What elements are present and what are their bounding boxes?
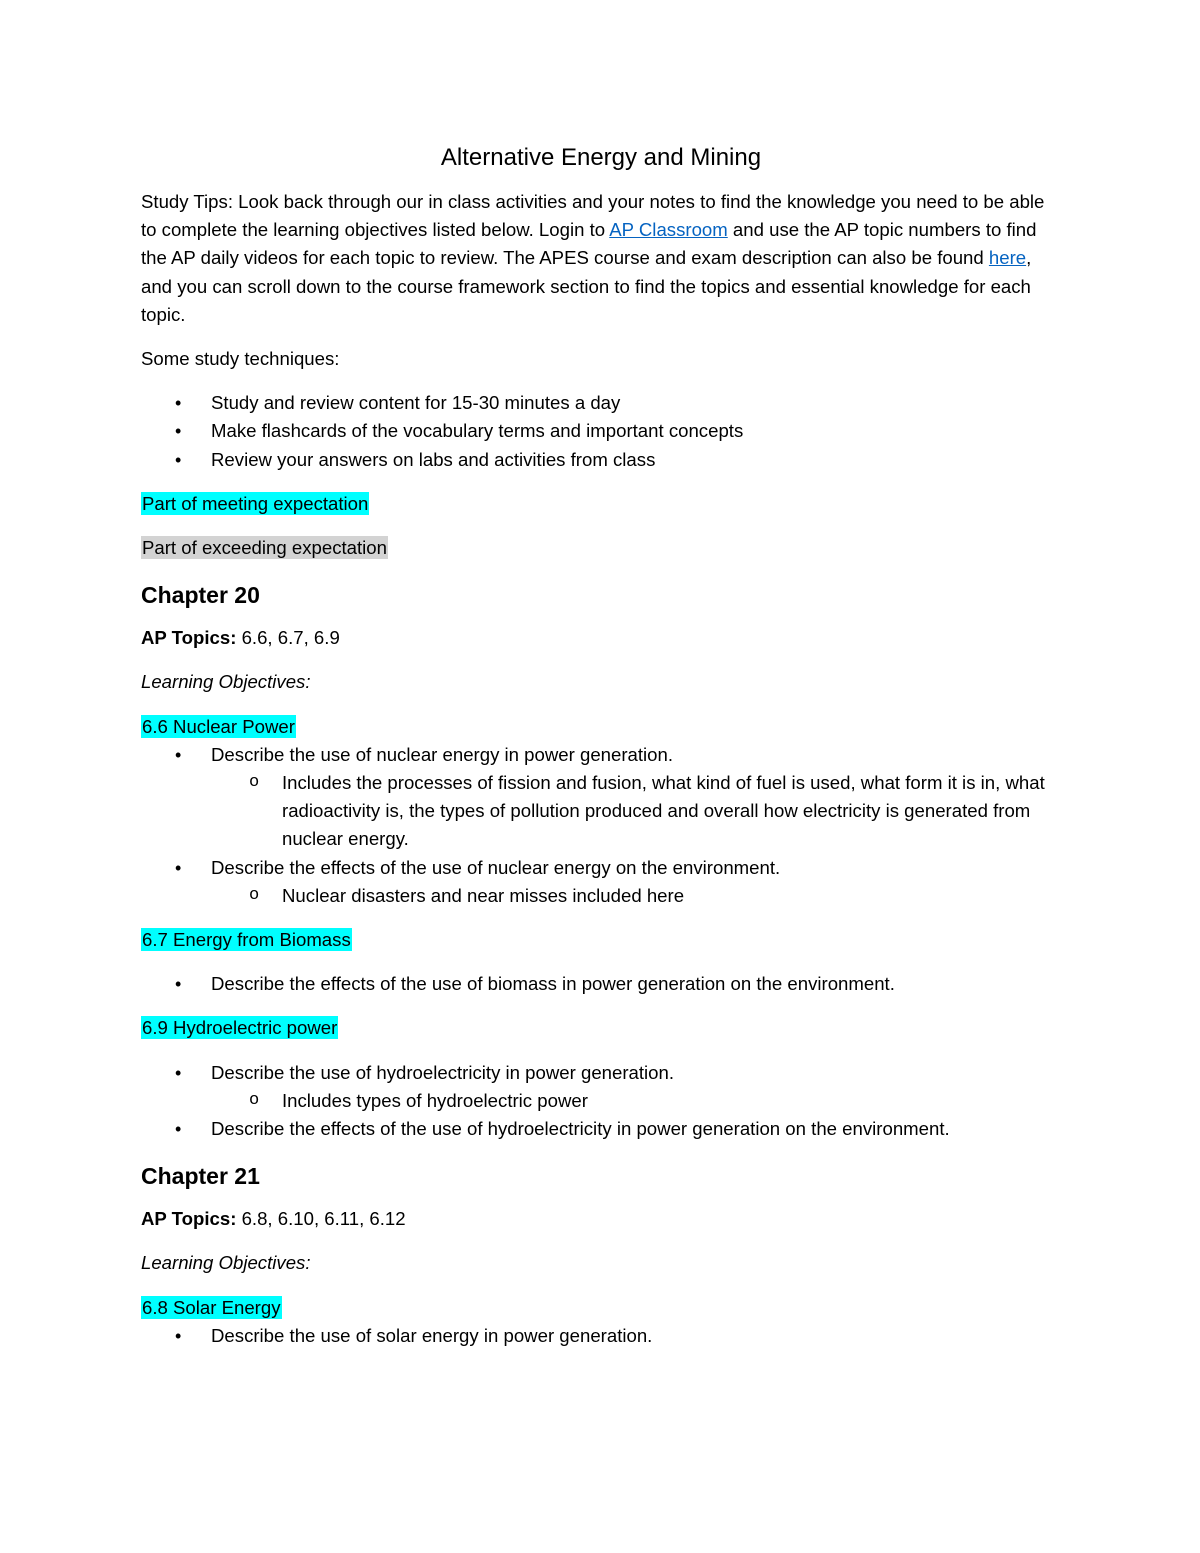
objective-item [141,1059,1061,1115]
sub-bullet-icon: o [249,773,260,793]
objective-item [141,970,1061,998]
bullet-icon: • [175,857,182,878]
chapter-21-heading: Chapter 21 [141,1163,260,1190]
sub-objective-item [141,882,1061,910]
topic-6-8-heading [141,1294,1061,1322]
sub-objective-item [141,1087,1061,1115]
technique-item [141,417,1061,445]
legend-exceeding [141,534,1061,562]
objective-text: Describe the effects of the use of nuclear energy on the environment. [211,856,781,878]
topic-6-8-label: 6.8 Solar Energy [142,1296,281,1318]
legend-meeting-label: Part of meeting expectation [142,492,369,514]
chapter-20-learning-objectives-label: Learning Objectives: [141,671,311,693]
topic-6-6-heading [141,713,1061,741]
objective-sublist [211,769,1061,854]
study-tips-text-3: , and you can scroll down to the course framework section to find the topics and essential knowledge for each topic. [141,247,1032,325]
document-title: Alternative Energy and Mining [440,144,762,171]
topic-6-9-list [141,1059,1061,1144]
techniques-list [141,389,1061,474]
objective-item [141,1322,1061,1350]
bullet-icon: • [175,974,182,995]
objective-text: Describe the use of hydroelectricity in power generation. [211,1061,675,1083]
bullet-icon: • [175,1119,182,1140]
topic-6-7-label: 6.7 Energy from Biomass [142,929,351,951]
technique-item [141,389,1061,417]
technique-text: Make flashcards of the vocabulary terms and important concepts [211,420,744,442]
objective-text: Describe the use of solar energy in power generation. [211,1324,653,1346]
technique-item [141,446,1061,474]
ap-classroom-link[interactable]: AP Classroom [609,219,728,241]
objective-item [141,1115,1061,1143]
ap-topics-label: AP Topics: [141,627,237,649]
objective-sublist [211,1087,1061,1115]
legend-meeting [141,490,1061,518]
topic-6-9-label: 6.9 Hydroelectric power [142,1017,338,1039]
technique-text: Study and review content for 15-30 minutes a day [211,392,621,414]
topic-6-7-list [141,970,1061,998]
topic-6-6-label: 6.6 Nuclear Power [142,715,295,737]
sub-objective-text: Nuclear disasters and near misses included here [282,884,685,906]
bullet-icon: • [175,1325,182,1346]
ced-here-link[interactable]: here [988,247,1027,269]
bullet-icon: • [175,449,182,470]
topic-6-8-list [141,1322,1061,1350]
objective-text: Describe the effects of the use of hydroelectricity in power generation on the environment. [211,1118,950,1140]
study-tips-paragraph [141,188,1061,329]
sub-objective-text: Includes the processes of fission and fusion, what kind of fuel is used, what form it is in, what radioactivity is, the types of pollution produced and overall how electricity is generated from nuclear energy. [282,772,1045,850]
study-tips-text-2: and use the AP topic numbers to find the AP daily videos for each topic to review. The APES course and exam description can also be found [141,219,1037,269]
sub-objective-text: Includes types of hydroelectric power [282,1089,588,1111]
sub-bullet-icon: o [249,885,260,905]
objective-text: Describe the effects of the use of biomass in power generation on the environment. [211,973,895,995]
objective-sublist [211,882,1061,910]
bullet-icon: • [175,393,182,414]
technique-text: Review your answers on labs and activities from class [211,448,656,470]
ap-topics-values: 6.6, 6.7, 6.9 [236,627,340,649]
chapter-21-learning-objectives-label: Learning Objectives: [141,1252,311,1274]
chapter-20-ap-topics [141,624,1061,652]
chapter-20-heading: Chapter 20 [141,582,260,609]
techniques-label: Some study techniques: [141,348,340,370]
document-content [141,140,1061,1366]
ap-topics-values: 6.8, 6.10, 6.11, 6.12 [236,1208,406,1230]
bullet-icon: • [175,421,182,442]
objective-item [141,741,1061,854]
objective-text: Describe the use of nuclear energy in power generation. [211,743,674,765]
topic-6-6-list [141,741,1061,910]
study-tips-text-1: Study Tips: Look back through our in class activities and your notes to find the knowledge you need to be able to complete the learning objectives listed below. Login to [141,191,1045,241]
topic-6-7-heading [141,926,1061,954]
topic-6-9-heading [141,1014,1061,1042]
bullet-icon: • [175,1062,182,1083]
legend-exceeding-label: Part of exceeding expectation [142,537,387,559]
bullet-icon: • [175,744,182,765]
chapter-21-ap-topics [141,1205,1061,1233]
ap-topics-label: AP Topics: [141,1208,237,1230]
sub-bullet-icon: o [249,1090,260,1110]
sub-objective-item [141,769,1061,854]
objective-item [141,854,1061,910]
